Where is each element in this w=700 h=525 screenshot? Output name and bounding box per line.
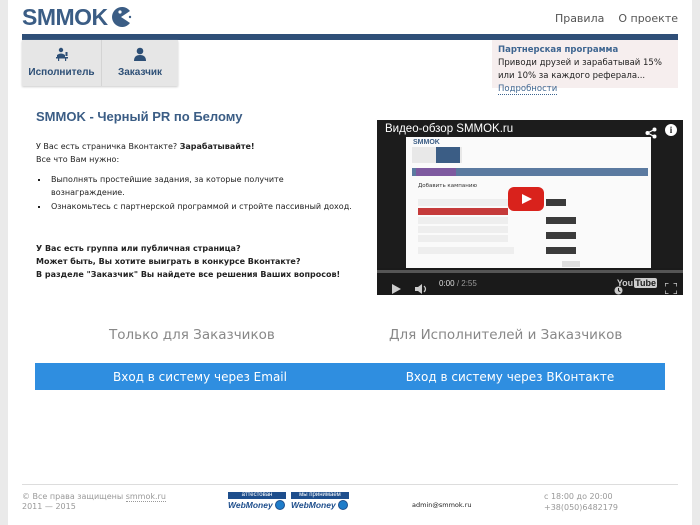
footer-divider [22, 484, 678, 485]
youtube-logo-tube: Tube [635, 278, 656, 288]
question-line: В разделе "Заказчик" Вы найдете все решения Ваших вопросов! [36, 270, 341, 279]
thumbnail-label [546, 247, 576, 254]
top-nav [555, 12, 678, 25]
youtube-logo[interactable] [617, 278, 657, 288]
badge-caption: аттестован [228, 492, 286, 499]
play-icon[interactable] [391, 279, 401, 295]
login-bar [35, 363, 665, 390]
page [8, 0, 692, 525]
thumbnail-logo: SMMOK [413, 139, 440, 146]
logo[interactable] [22, 4, 132, 30]
play-button-icon[interactable] [508, 187, 544, 211]
intro-need: Все что Вам нужно: [36, 154, 120, 164]
thumbnail-row [418, 199, 508, 206]
volume-icon[interactable] [415, 279, 429, 295]
nav-rules-link[interactable]: Правила [554, 12, 605, 25]
thumbnail-heading: Добавить кампанию [418, 183, 478, 189]
fullscreen-icon[interactable] [665, 279, 677, 295]
video-time [439, 279, 477, 288]
copyright-line [22, 492, 166, 502]
time-total: / 2:55 [456, 279, 477, 288]
intro-question: У Вас есть страничка Вконтакте? [36, 142, 178, 151]
logo-text: SMMOK [22, 3, 108, 30]
partner-program-box [492, 40, 678, 94]
intro-text [36, 141, 356, 216]
nav-about-link[interactable]: О проекте [618, 12, 678, 25]
tab-customer[interactable] [102, 40, 178, 86]
question-line: Может быть, Вы хотите выиграть в конкурсе Вконтакте? [36, 257, 301, 266]
thumbnail-box [562, 261, 580, 267]
partner-title: Партнерская программа [498, 45, 619, 55]
support-hours: с 18:00 до 20:00 [544, 492, 613, 501]
thumbnail-row [418, 208, 508, 215]
tab-executor-label: Исполнитель [28, 67, 95, 78]
tab-customer-label: Заказчик [117, 67, 163, 78]
intro-line [36, 141, 356, 154]
share-icon[interactable] [645, 124, 657, 143]
customers-only-heading: Только для Заказчиков [109, 327, 275, 343]
site-link[interactable]: smmok.ru [125, 492, 166, 501]
globe-icon [275, 500, 285, 510]
worker-icon [55, 45, 69, 61]
rights-text: © Все права защищены [22, 492, 124, 501]
webmoney-name: WebMoney [228, 500, 273, 510]
thumbnail-row [418, 226, 508, 233]
login-vk-button[interactable]: Вход в систему через ВКонтакте [405, 369, 615, 384]
thumbnail-label [546, 217, 576, 224]
thumbnail-tab-active [436, 147, 460, 163]
webmoney-name: WebMoney [291, 500, 336, 510]
webmoney-logo [291, 500, 349, 510]
copyright-years: 2011 — 2015 [22, 502, 76, 511]
partner-text: Приводи друзей и зарабатывай 15% или 10% за каждого реферала... [498, 58, 662, 81]
all-users-heading: Для Исполнителей и Заказчиков [389, 327, 623, 343]
thumbnail-row [418, 235, 508, 242]
video-progress-bar[interactable] [377, 270, 683, 273]
benefit-list [49, 174, 356, 214]
video-title[interactable]: Видео-обзор SMMOK.ru [385, 123, 514, 135]
pacman-logo-icon [110, 6, 132, 28]
webmoney-attested-badge[interactable] [228, 492, 286, 510]
video-player[interactable] [377, 120, 683, 295]
thumbnail-label [546, 232, 576, 239]
role-tabs [22, 40, 178, 86]
info-icon[interactable]: i [665, 124, 677, 136]
tab-executor[interactable] [22, 40, 102, 86]
login-email-button[interactable]: Вход в систему через Email [113, 369, 287, 384]
contact-info [544, 492, 618, 513]
user-icon [133, 45, 147, 61]
youtube-logo-you: You [616, 278, 634, 288]
time-current: 0:00 [439, 279, 455, 288]
contact-email[interactable]: admin@smmok.ru [412, 501, 472, 509]
webmoney-accept-badge[interactable] [291, 492, 349, 510]
list-item: ▪ Выполнять простейшие задания, за которые получите вознаграждение. [49, 174, 356, 199]
list-item: ▪ Ознакомьтесь с партнерской программой и стройте пассивный доход. [49, 201, 356, 214]
support-phone: +38(050)6482179 [544, 502, 619, 512]
customer-questions [36, 242, 366, 281]
intro-earn: Зарабатывайте! [179, 142, 255, 151]
copyright [22, 492, 166, 512]
thumbnail-row [418, 217, 508, 224]
question-line: У Вас есть группа или публичная страница? [36, 244, 241, 253]
partner-details-link[interactable]: Подробности [498, 84, 558, 94]
thumbnail-label [546, 199, 566, 206]
badge-caption: мы принимаем [291, 492, 349, 499]
thumbnail-row [418, 247, 514, 254]
page-title: SMMOK - Черный PR по Белому [36, 109, 243, 124]
thumbnail-nav-button [416, 168, 456, 176]
globe-icon [338, 500, 348, 510]
webmoney-logo [228, 500, 286, 510]
